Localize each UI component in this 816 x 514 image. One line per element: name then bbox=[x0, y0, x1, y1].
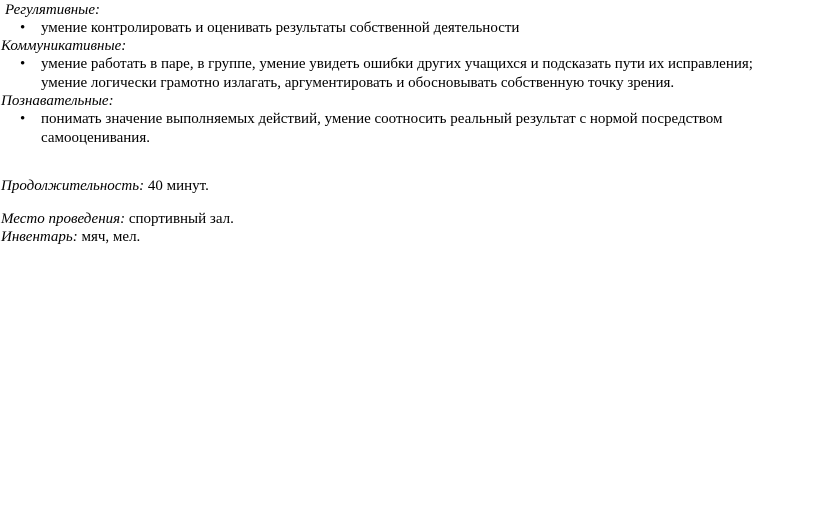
list-item-text: понимать значение выполняемых действий, умение соотносить реальный результат с нормой посредством самооценивания. bbox=[41, 111, 723, 146]
duration-label: Продолжительность: bbox=[1, 178, 145, 194]
equipment-line bbox=[1, 228, 140, 247]
duration-value: 40 минут. bbox=[144, 178, 209, 194]
list-item-text: умение контролировать и оценивать результаты собственной деятельности bbox=[41, 20, 520, 36]
list-item bbox=[20, 55, 800, 93]
section-heading-cognitive: Познавательные: bbox=[1, 93, 114, 109]
equipment-value: мяч, мел. bbox=[77, 229, 141, 245]
bullet-icon: • bbox=[20, 56, 26, 72]
list-item bbox=[20, 19, 800, 38]
list-item-text: умение работать в паре, в группе, умение увидеть ошибки других учащихся и подсказать пути их исправления; умение логически грамотно излагать, аргументировать и обосновывать собственную точку зрения. bbox=[41, 56, 753, 91]
section-heading-communicative: Коммуникативные: bbox=[1, 38, 127, 54]
venue-label: Место проведения: bbox=[1, 211, 126, 227]
duration-line bbox=[1, 177, 209, 196]
venue-value: спортивный зал. bbox=[125, 211, 234, 227]
bullet-icon: • bbox=[20, 111, 26, 127]
bullet-icon: • bbox=[20, 20, 26, 36]
venue-line bbox=[1, 210, 234, 229]
list-item bbox=[20, 110, 800, 148]
section-heading-regulative: Регулятивные: bbox=[5, 2, 100, 18]
equipment-label: Инвентарь: bbox=[1, 229, 78, 245]
